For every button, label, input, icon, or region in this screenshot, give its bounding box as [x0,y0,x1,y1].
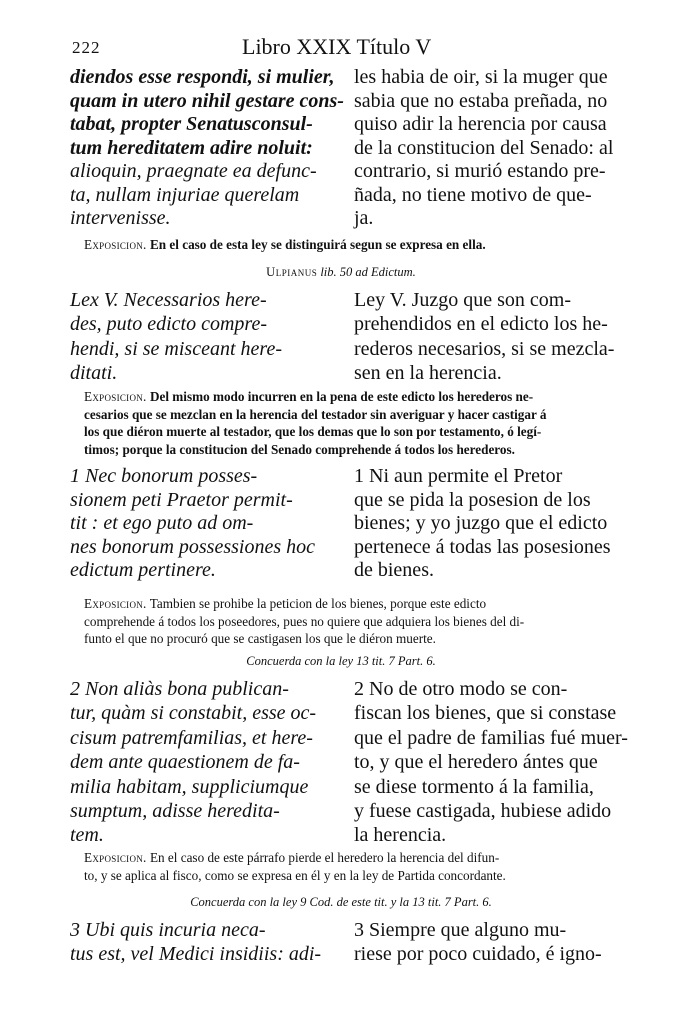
spanish-line: Ley V. Juzgo que son com- [354,289,572,311]
spanish-line: fiscan los bienes, que si constase [354,702,617,725]
latin-line: tem. [70,824,104,847]
spanish-column-2 [354,288,616,386]
spanish-line: ñada, no tiene motivo de que- [354,183,592,206]
exposicion-line: los que diéron muerte al testador, que los demas que lo son por testamento, ó legí- [84,424,542,439]
running-header [72,34,622,62]
spanish-line: que el padre de familias fué muer- [354,726,628,749]
latin-line: cisum patremfamilias, et here- [70,726,313,749]
latin-column-5 [70,918,342,967]
spanish-line: riese por poco cuidado, é igno- [354,943,602,966]
exposicion-label: Exposicion. [84,389,147,404]
spanish-line: rederos necesarios, si se mezcla- [354,337,615,360]
spanish-line: 3 Siempre que alguno mu- [354,919,567,941]
spanish-line: de bienes. [354,559,434,582]
latin-line: edictum pertinere. [70,559,216,582]
latin-line: Lex V. Necessarios here- [70,289,267,311]
spanish-line: 1 Ni aun permite el Pretor [354,465,563,487]
spanish-column-1 [354,66,616,231]
latin-line: tus est, vel Medici insidiis: adi- [70,943,322,966]
spanish-line: que se pida la posesion de los [354,488,591,511]
running-title: Libro XXIX Título V [242,34,432,59]
latin-line: 1 Nec bonorum posses- [70,465,258,487]
concordance-1: Concuerda con la ley 13 tit. 7 Part. 6. [246,654,436,668]
exposicion-2 [84,388,622,458]
exposicion-line: funto el que no procuró que se castigasen los que le diéron muerte. [84,631,436,646]
latin-line: tum hereditatem adire noluit: [70,136,313,159]
concordance-2: Concuerda con la ley 9 Cod. de este tit. y la 13 tit. 7 Part. 6. [190,895,492,909]
latin-column-3 [70,465,342,583]
exposicion-line: timos; porque la constitucion del Senado comprehende á todos los herederos. [84,441,515,457]
spanish-line: se diese tormento á la familia, [354,775,594,798]
latin-line: 2 Non aliàs bona publican- [70,678,289,700]
spanish-line: sen en la herencia. [354,362,502,385]
latin-line: tabat, propter Senatusconsul- [70,113,313,135]
exposicion-line: Exposicion. En el caso de este párrafo pierde el heredero la herencia del difun- [84,850,500,865]
spanish-line: quiso adir la herencia por causa [354,113,607,135]
exposicion-line: comprehende á todos los poseedores, pues no quiere que adquiera los bienes del di- [84,613,525,629]
source-author: Ulpianus [266,265,318,279]
latin-column-4 [70,677,342,848]
latin-line: 3 Ubi quis incuria neca- [70,919,266,941]
spanish-line: la herencia. [354,824,447,847]
source-ref: lib. 50 ad Edictum. [320,265,416,279]
page-number: 222 [72,38,101,57]
latin-line: nes bonorum possessiones hoc [70,535,315,558]
spanish-line: ja. [354,207,374,229]
exposicion-label: Exposicion. [84,237,147,252]
latin-line: milia habitam, suppliciumque [70,775,309,798]
spanish-line: pertenece á todas las posesiones [354,535,611,558]
exposicion-line: Exposicion. Del mismo modo incurren en la pena de este edicto los herederos ne- [84,389,534,404]
latin-column-2 [70,288,342,386]
exposicion-line: cesarios que se mezclan en la herencia del testador sin averiguar y hacer castigar á [84,406,547,422]
spanish-line: de la constitucion del Senado: al [354,136,614,159]
source-citation [0,265,682,280]
latin-line: ta, nullam injuriae querelam [70,183,300,206]
latin-line: dem ante quaestionem de fa- [70,751,300,774]
latin-line: diendos esse respondi, si mulier, [70,66,335,88]
exposicion-1 [84,236,622,254]
spanish-line: sabia que no estaba preñada, no [354,89,608,112]
latin-line: intervenisse. [70,207,171,229]
exposicion-4 [84,849,622,884]
latin-line: des, puto edicto compre- [70,313,267,336]
spanish-line: les habia de oir, si la muger que [354,66,608,88]
spanish-column-4 [354,677,628,848]
latin-line: sionem peti Praetor permit- [70,488,293,511]
exposicion-line: to, y se aplica al fisco, como se expresa en él y en la ley de Partida concordante. [84,867,506,883]
spanish-line: contrario, si murió estando pre- [354,160,606,182]
exposicion-label: Exposicion. [84,850,147,865]
exposicion-3 [84,595,622,648]
latin-line: sumptum, adisse heredita- [70,799,280,822]
latin-line: hendi, si se misceant here- [70,337,282,360]
spanish-column-3 [354,465,616,583]
spanish-column-5 [354,918,616,967]
exposicion-label: Exposicion. [84,596,147,611]
spanish-line: prehendidos en el edicto los he- [354,313,608,336]
exposicion-line: Exposicion. En el caso de esta ley se distinguirá segun se expresa en ella. [84,237,486,252]
latin-line: quam in utero nihil gestare cons- [70,89,344,112]
latin-line: tur, quàm si constabit, esse oc- [70,702,317,725]
spanish-line: bienes; y yo juzgo que el edicto [354,512,608,535]
latin-line: ditati. [70,362,118,385]
latin-column-1 [70,66,342,231]
exposicion-line: Exposicion. Tambien se prohibe la peticion de los bienes, porque este edicto [84,596,487,611]
latin-line: tit : et ego puto ad om- [70,512,254,535]
spanish-line: y fuese castigada, hubiese adido [354,799,612,822]
latin-line: alioquin, praegnate ea defunc- [70,160,317,182]
spanish-line: to, y que el heredero ántes que [354,751,598,774]
spanish-line: 2 No de otro modo se con- [354,678,568,700]
